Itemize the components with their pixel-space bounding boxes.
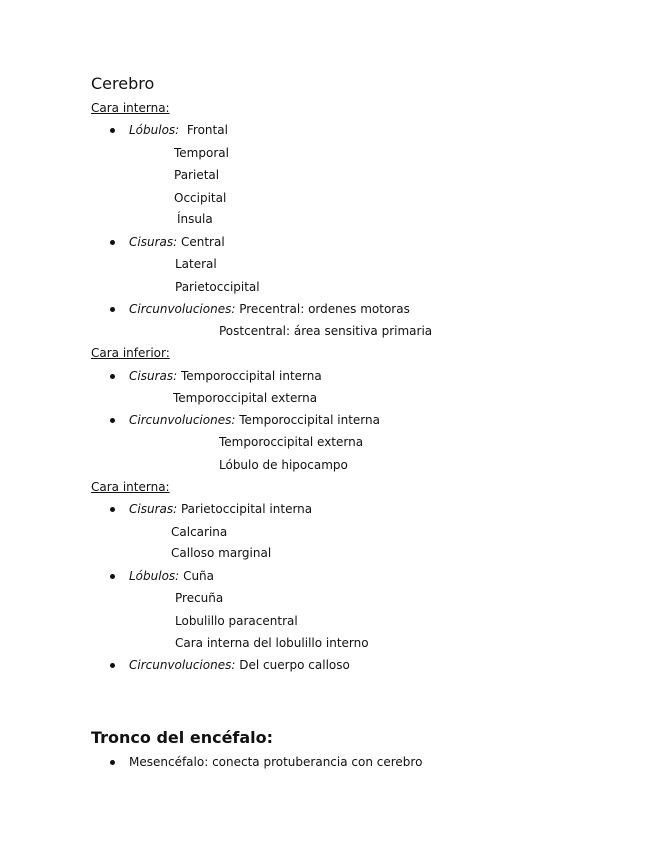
item-label: Cisuras:	[129, 369, 178, 383]
list-continuation: Cara interna del lobulillo interno	[175, 636, 369, 650]
item-label: Circunvoluciones:	[129, 413, 236, 427]
bullet	[110, 507, 115, 512]
item-value: Temporoccipital interna	[239, 413, 380, 427]
item-value: Central	[180, 235, 225, 249]
item-value: Frontal	[186, 123, 228, 137]
list-continuation: Ínsula	[177, 212, 213, 226]
item-label: Circunvoluciones:	[129, 658, 236, 672]
list-item	[129, 413, 380, 427]
list-continuation: Calloso marginal	[171, 546, 272, 560]
list-continuation: Occipital	[174, 191, 227, 205]
list-continuation: Temporoccipital externa	[219, 435, 364, 449]
list-item	[129, 369, 322, 383]
list-item	[129, 235, 225, 249]
item-value: Temporoccipital interna	[180, 369, 322, 383]
list-continuation: Parietoccipital	[175, 280, 260, 294]
bullet	[110, 574, 115, 579]
section-heading: Cara interna:	[91, 480, 170, 494]
list-item	[129, 658, 350, 672]
list-continuation: Precuña	[175, 591, 224, 605]
list-continuation: Temporoccipital externa	[173, 391, 318, 405]
bullet	[110, 307, 115, 312]
item-value: Parietoccipital interna	[180, 502, 313, 516]
bullet	[110, 240, 115, 245]
bullet	[110, 760, 115, 765]
list-continuation: Temporal	[174, 146, 229, 160]
section-heading: Cara interna:	[91, 101, 170, 115]
list-continuation: Lóbulo de hipocampo	[219, 458, 348, 472]
item-label: Circunvoluciones:	[129, 302, 236, 316]
bullet	[110, 663, 115, 668]
list-item: Mesencéfalo: conecta protuberancia con cerebro	[129, 755, 423, 769]
item-value: Del cuerpo calloso	[239, 658, 350, 672]
page-title: Cerebro	[91, 74, 155, 93]
list-continuation: Parietal	[174, 168, 220, 182]
list-item	[129, 302, 410, 316]
bullet	[110, 128, 115, 133]
list-continuation: Postcentral: área sensitiva primaria	[219, 324, 433, 338]
bullet	[110, 374, 115, 379]
list-continuation: Calcarina	[171, 525, 228, 539]
item-value: Precentral: ordenes motoras	[239, 302, 410, 316]
item-label: Lóbulos:	[129, 123, 180, 137]
section-title: Tronco del encéfalo:	[91, 728, 274, 747]
list-item	[129, 502, 312, 516]
list-continuation: Lateral	[175, 257, 217, 271]
list-continuation: Lobulillo paracentral	[175, 614, 298, 628]
section-heading: Cara inferior:	[91, 346, 170, 360]
list-item	[129, 123, 228, 137]
bullet	[110, 418, 115, 423]
item-value: Cuña	[183, 569, 215, 583]
item-label: Cisuras:	[129, 502, 178, 516]
list-item	[129, 569, 214, 583]
item-label: Cisuras:	[129, 235, 178, 249]
item-label: Lóbulos:	[129, 569, 180, 583]
